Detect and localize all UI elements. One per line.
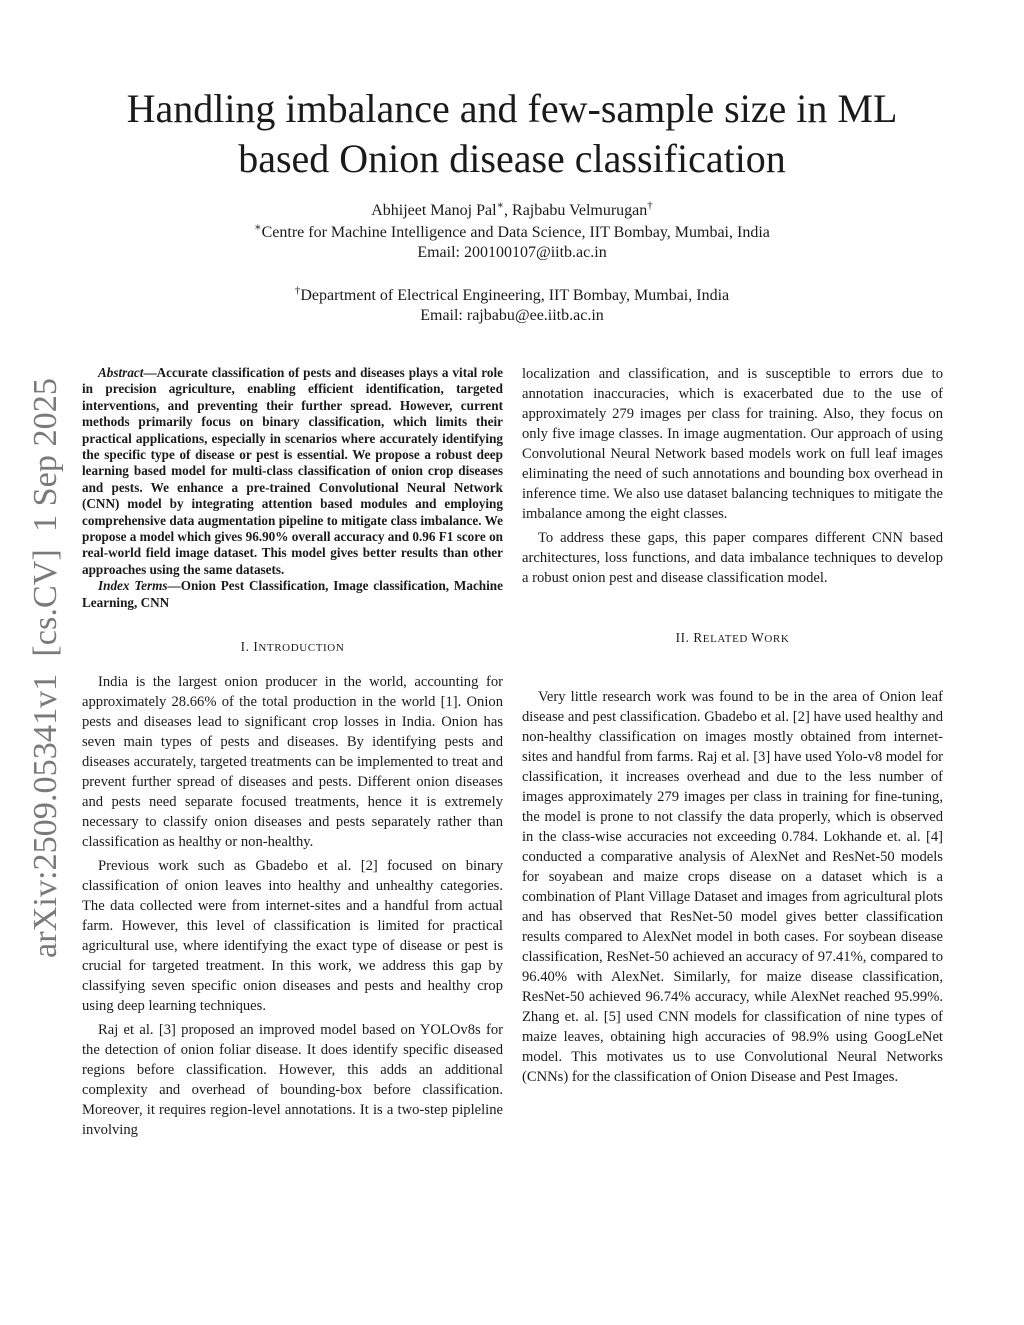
affiliation-2: †Department of Electrical Engineering, IIT Bombay, Mumbai, India [294, 284, 730, 304]
email-2: Email: rajbabu@ee.iitb.ac.in [420, 307, 604, 324]
title-line-2: based Onion disease classification [238, 136, 786, 181]
title-line-1: Handling imbalance and few-sample size in ML [126, 86, 898, 131]
abstract-label: Abstract [98, 365, 144, 380]
section-heading-introduction: I. INTRODUCTION [240, 639, 345, 655]
arxiv-identifier: arXiv:2509.05341v1 [cs.CV] 1 Sep 2025 [27, 381, 64, 958]
affiliation-1: ∗Centre for Machine Intelligence and Data Science, IIT Bombay, Mumbai, India [254, 221, 770, 241]
section-heading-related-work: II. RELATED WORK [675, 630, 790, 645]
intro-paragraph-1: India is the largest onion producer in the world, accounting for approximately 28.66% of the total production in the world [1]. Onion pests and diseases lead to significant crop losses in India. Onion has seven main types of pests and diseases. By identifying pests and diseases accurately, targeted treatments can be implemented to treat and prevent further spread of diseases and pests. Different onion diseases and pests need separate focused treatments, hence it is extremely necessary to classify onion diseases and pests separately rather than classification as healthy or non-healthy. [82, 674, 503, 851]
intro-paragraph-4: To address these gaps, this paper compares different CNN based architectures, loss functions, and data imbalance techniques to develop a robust onion pest and disease classification model. [522, 530, 943, 586]
index-terms-text: Onion Pest Classification, Image classification, Machine Learning, CNN [82, 578, 503, 610]
right-column [522, 364, 943, 1087]
left-column [82, 365, 503, 1140]
related-work-paragraph-1: Very little research work was found to be in the area of Onion leaf disease and pest classification. Gbadebo et al. [2] have used healthy and non-healthy classification on images mostly obtained from internet-sites and handful from farms. Raj et al. [3] have used Yolo-v8 model for classification, it increases overhead and due to the less number of images approximately 279 images per class in training for fine-tuning, the model is prone to not classify the data properly, which is observed in the class-wise accuracies not exceeding 0.784. Lokhande et. al. [4] conducted a comparative analysis of AlexNet and ResNet-50 models for soyabean and maize crops disease on a dataset which is a combination of Plant Village Dataset and images from agricultural plots and has observed that ResNet-50 model gives better classification results compared to AlexNet model in both cases. For soybean disease classification, ResNet-50 achieved an accuracy of 97.41%, compared to 96.40% with AlexNet. Similarly, for maize disease classification, ResNet-50 achieved 96.74% accuracy, while AlexNet reached 95.99%. Zhang et. al. [5] used CNN models for classification of nine types of maize leaves, obtaining high accuracies of 98.9% using GoogLeNet model. This motivates us to use Convolutional Neural Networks (CNNs) for the classification of Onion Disease and Pest Images. [522, 689, 943, 1085]
intro-paragraph-2: Previous work such as Gbadebo et al. [2] focused on binary classification of onion leaves into healthy and unhealthy categories. The data collected were from internet-sites and a handful from actual farm. However, this level of classification is limited for practical agricultural use, where identifying the exact type of disease or pest is crucial for targeted treatment. In this work, we address this gap by classifying seven specific onion diseases and pests and healthy crop using deep learning techniques. [82, 858, 503, 1015]
paper-title [90, 84, 934, 184]
index-terms: Index Terms—Onion Pest Classification, Image classification, Machine Learning, CNN [82, 578, 503, 610]
spacer [120, 263, 904, 286]
arxiv-stamp [18, 378, 68, 958]
author-names: Abhijeet Manoj Pal∗, Rajbabu Velmurugan† [371, 199, 653, 219]
intro-paragraph-3: Raj et al. [3] proposed an improved model based on YOLOv8s for the detection of onion foliar disease. It does identify specific diseased regions before classification. However, this adds an additional complexity and overhead of bounding-box before classification. Moreover, it requires region-level annotations. It is a two-step pipleline involving [82, 1022, 503, 1139]
email-1: Email: 200100107@iitb.ac.in [417, 244, 607, 261]
author-block [120, 201, 904, 326]
abstract: Abstract—Accurate classification of pests and diseases plays a vital role in precision agriculture, enabling efficient identification, targeted interventions, and preventing their further spread. However, current methods primarily focus on binary classification, which limits their practical applications, especially in scenarios where accurately identifying the specific type of disease or pest is essential. We propose a robust deep learning based model for multi-class classification of onion crop diseases and pests. We enhance a pre-trained Convolutional Neural Network (CNN) model by integrating attention based modules and employing comprehensive data augmentation pipeline to mitigate class imbalance. We propose a model which gives 96.90% overall accuracy and 0.96 F1 score on real-world field image dataset. This model gives better results than other approaches using the same datasets. [82, 365, 503, 577]
abstract-text: Accurate classification of pests and diseases plays a vital role in precision agriculture, enabling efficient identification, targeted interventions, and preventing their further spread. However, current methods primarily focus on binary classification, which limits their practical applications, especially in scenarios where accurately identifying the specific type of disease or pest is essential. We propose a robust deep learning based model for multi-class classification of onion crop diseases and pests. We enhance a pre-trained Convolutional Neural Network (CNN) model by integrating attention based modules and employing comprehensive data augmentation pipeline to mitigate class imbalance. We propose a model which gives 96.90% overall accuracy and 0.96 F1 score on real-world field image dataset. This model gives better results than other approaches using the same datasets. [82, 365, 503, 577]
intro-paragraph-continued: localization and classification, and is susceptible to errors due to annotation inaccuracies, which is exacerbated due to the use of approximately 279 images per class for training. Also, they focus on only five image classes. In image augmentation. Our approach of using Convolutional Neural Network based models work on full leaf images eliminating the need of such annotations and bounding box overhead in inference time. We also use dataset balancing techniques to mitigate the imbalance among the eight classes. [522, 366, 943, 522]
index-terms-label: Index Terms [98, 578, 168, 594]
